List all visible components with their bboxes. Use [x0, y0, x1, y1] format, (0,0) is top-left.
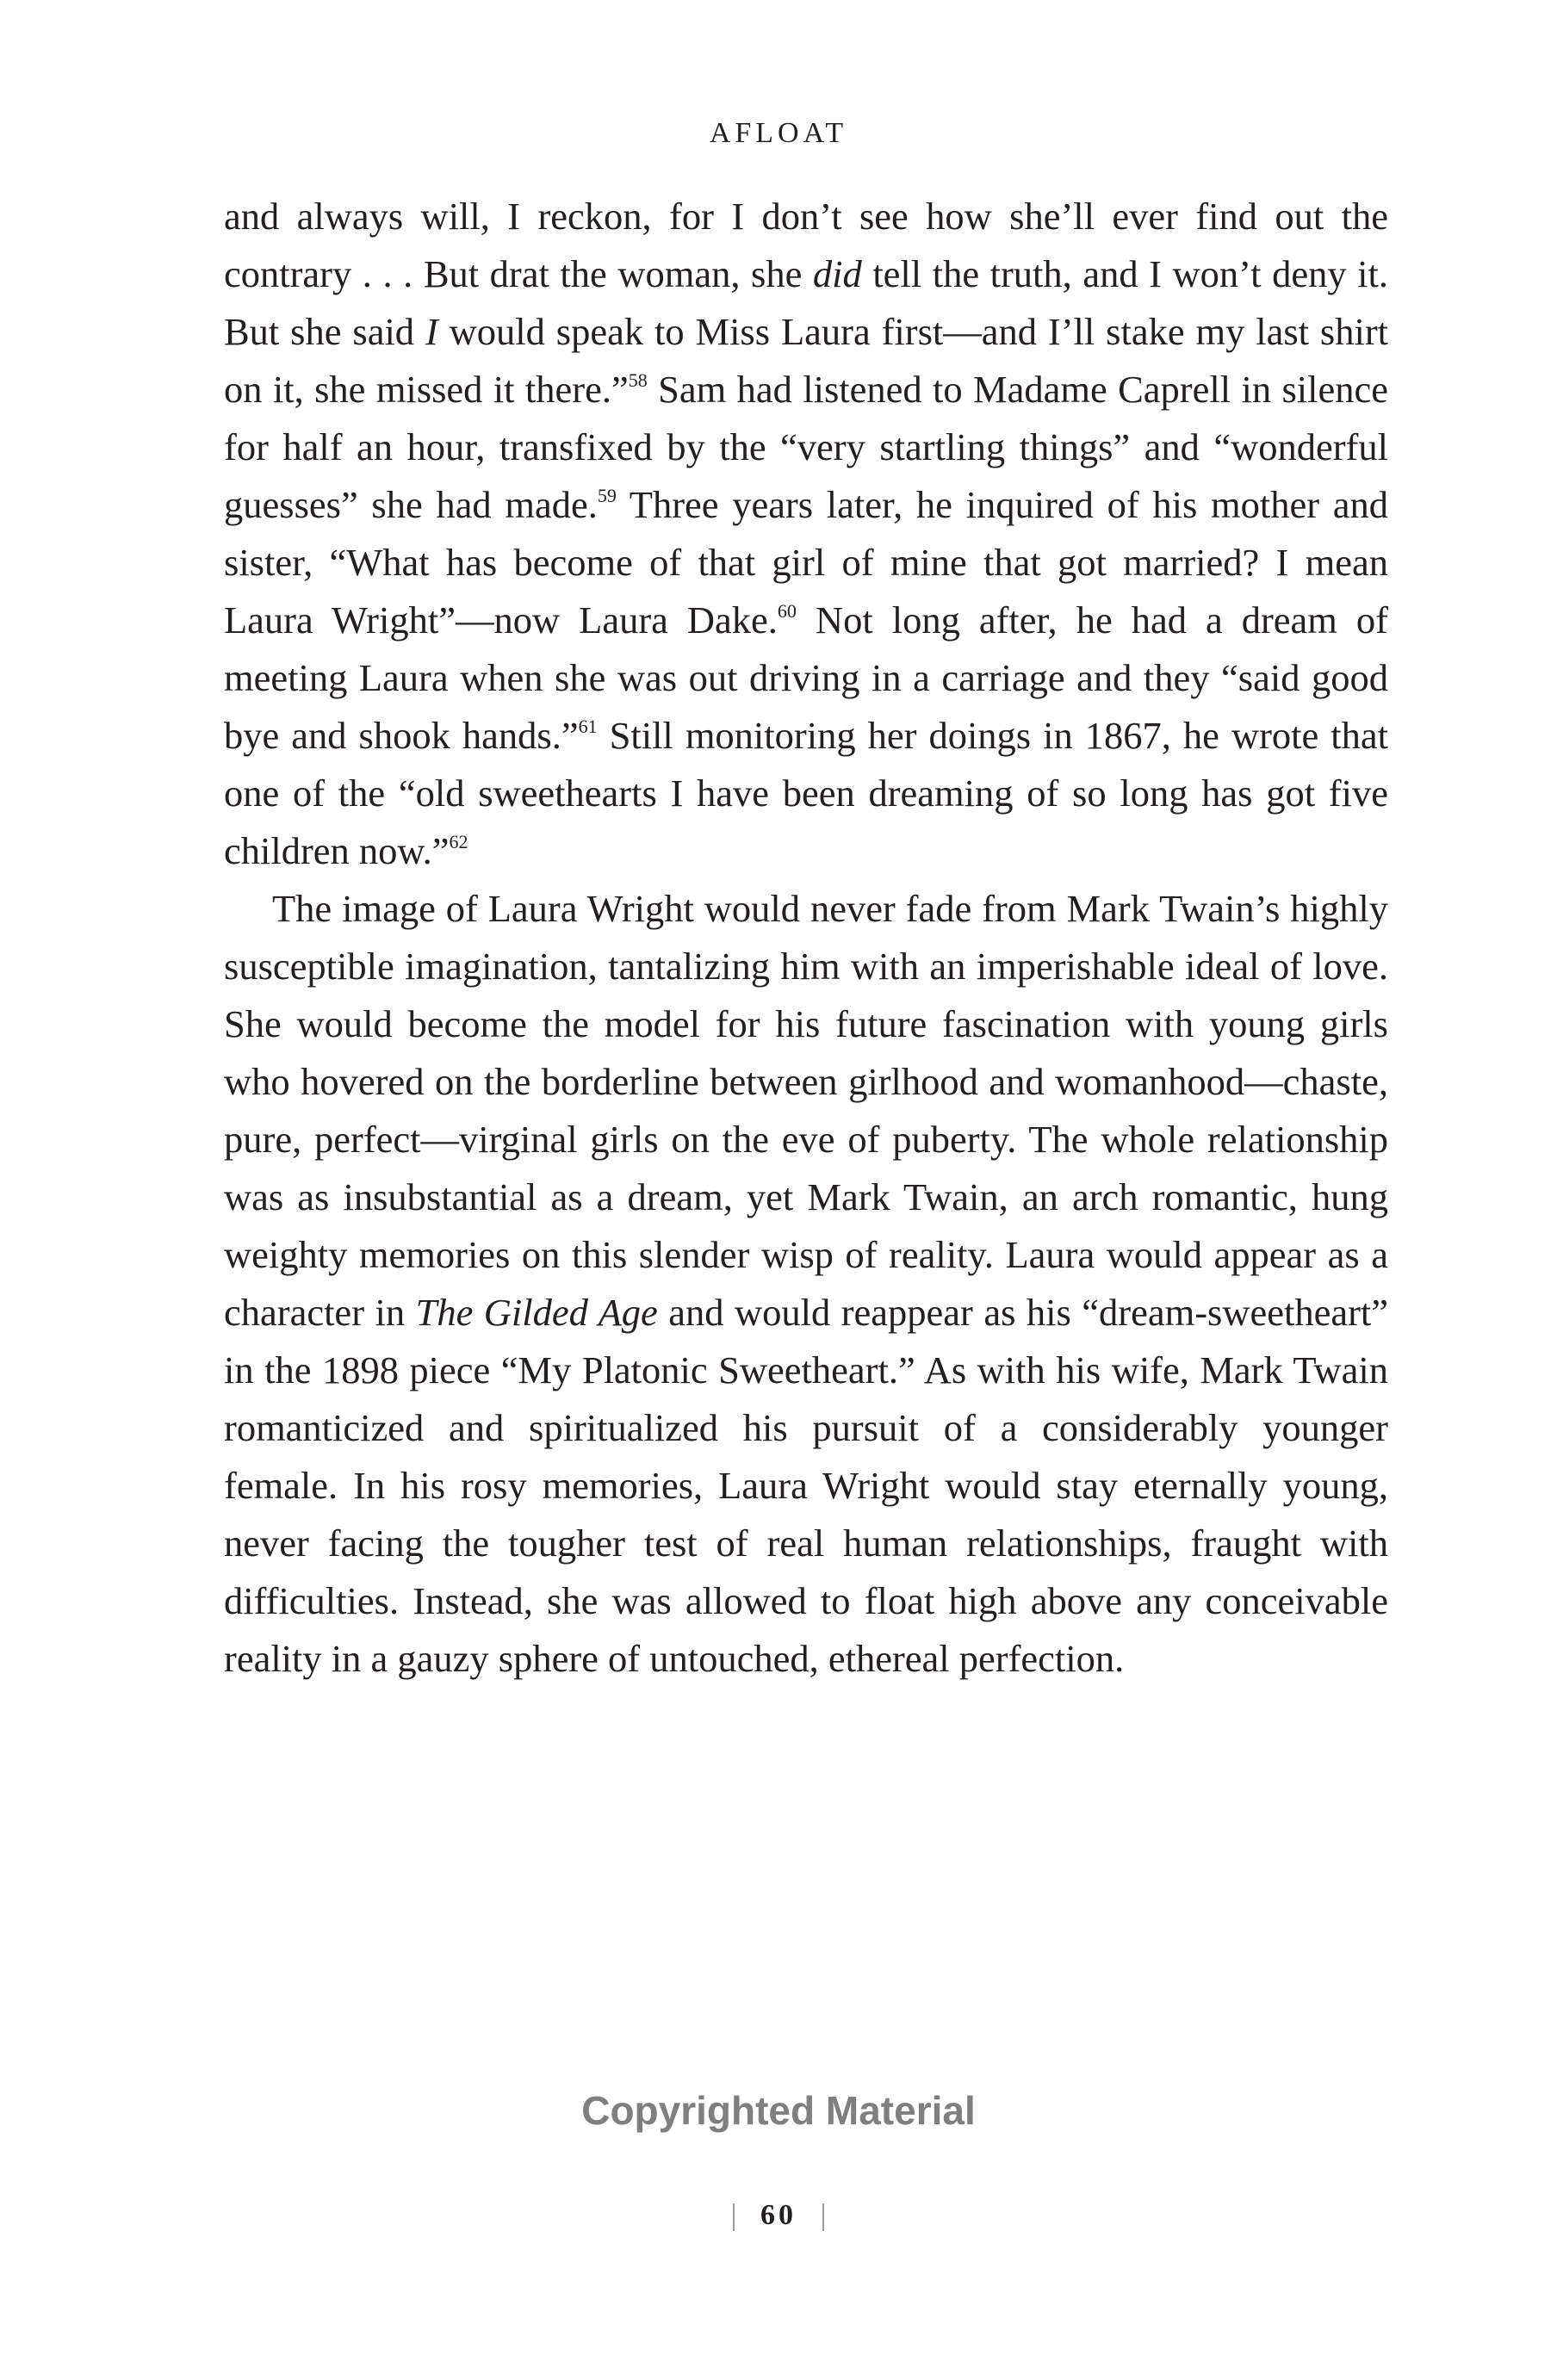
text-run: Still monitoring her doings in 1867, he wrote that one of the “old sweethearts I have been dreaming of so long has got five children now.” — [224, 714, 1389, 872]
text-run: and would reappear as his “dream-sweetheart” in the 1898 piece “My Platonic Sweetheart.” As with his wife, Mark Twain romanticized and spiritualized his pursuit of a considerably younger female. In his rosy memories, Laura Wright would stay eternally young, never facing the tougher test of real human relationships, fraught with difficulties. Instead, she was allowed to float high above any conceivable reality in a gauzy sphere of untouched, ethereal perfection. — [224, 1291, 1389, 1680]
italic-text: did — [812, 252, 862, 295]
text-run: The image of Laura Wright would never fade from Mark Twain’s highly susceptible imagination, tantalizing him with an imperishable ideal of love. She would become the model for his future fascination with young girls who hovered on the borderline between girlhood and womanhood—chaste, pure, perfect—virginal girls on the eve of puberty. The whole relationship was as insubstantial as a dream, yet Mark Twain, an arch romantic, hung weighty memories on this slender wisp of reality. Laura would appear as a character in — [224, 887, 1388, 1334]
text-run: and always will, I reckon, for I don’t see how she’ll ever find out the contrary . . . But drat the woman, she — [224, 195, 1388, 295]
italic-text: I — [425, 310, 438, 353]
body-text — [224, 188, 1388, 1688]
text-run: tell the truth, and I won’t deny it. But she said — [224, 252, 1388, 353]
footnote-ref: 61 — [578, 716, 598, 737]
footnote-ref: 58 — [628, 369, 648, 391]
page-number: 60 — [760, 2199, 797, 2231]
folio-divider-left — [733, 2203, 735, 2231]
footnote-ref: 60 — [777, 600, 797, 622]
copyright-watermark: Copyrighted Material — [581, 2088, 976, 2133]
text-run: Not long after, he had a dream of meeting Laura when she was out driving in a carriage and they “said good bye and shook hands.” — [224, 598, 1389, 757]
italic-text: The Gilded Age — [415, 1291, 658, 1334]
page-number-footer — [0, 2199, 1557, 2232]
folio-divider-right — [822, 2203, 824, 2231]
paragraph-1 — [224, 188, 1388, 880]
running-head: AFLOAT — [709, 117, 848, 149]
paragraph-2 — [224, 880, 1388, 1688]
text-run: Three years later, he inquired of his mother and sister, “What has become of that girl of mine that got married? I mean Laura Wright”—now Laura Dake. — [224, 483, 1388, 641]
text-run: Sam had listened to Madame Caprell in silence for half an hour, transfixed by the “very startling things” and “wonderful guesses” she had made. — [224, 368, 1388, 526]
text-run: would speak to Miss Laura first—and I’ll stake my last shirt on it, she missed it there.” — [224, 310, 1389, 411]
footnote-ref: 59 — [597, 485, 617, 506]
footnote-ref: 62 — [449, 831, 468, 852]
